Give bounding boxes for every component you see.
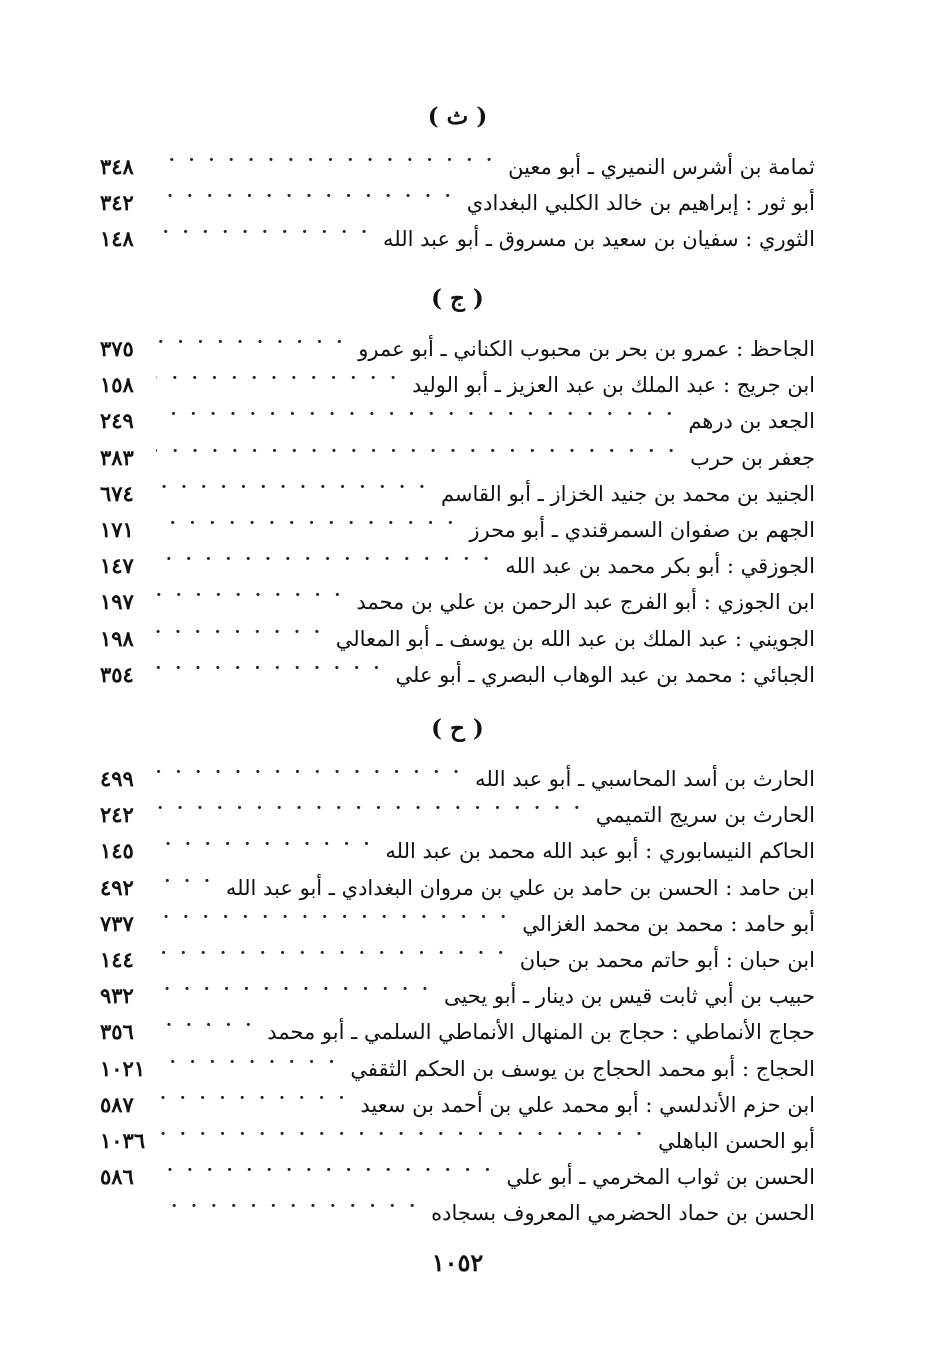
leader-dots bbox=[156, 138, 500, 174]
entry-name: الجعد بن درهم bbox=[688, 409, 815, 434]
leader-dots bbox=[156, 822, 377, 858]
leader-dots bbox=[156, 1076, 352, 1112]
entry-page: ١٤٤ bbox=[100, 946, 134, 972]
entry-page: ٣٥٤ bbox=[100, 661, 134, 687]
entry-name: الجنيد بن محمد بن جنيد الخزاز ـ أبو القاسم bbox=[440, 481, 815, 506]
leader-dots bbox=[156, 1184, 423, 1220]
page-number: ١٠٥٢ bbox=[431, 1248, 484, 1277]
entry-name: ابن جريج : عبد الملك بن عبد العزيز ـ أبو الوليد bbox=[412, 373, 815, 398]
entry-name: ابن حامد : الحسن بن حامد بن علي بن مروان البغدادي ـ أبو عبد الله bbox=[225, 875, 815, 900]
index-entry bbox=[100, 750, 815, 791]
leader-dots bbox=[156, 392, 680, 428]
entry-page: ٣٥٦ bbox=[100, 1019, 134, 1045]
leader-dots bbox=[156, 429, 682, 465]
entry-page: ١٠٢١ bbox=[100, 1055, 146, 1081]
entry-page: ٤٩٩ bbox=[100, 766, 134, 791]
leader-dots bbox=[156, 859, 218, 895]
leader-dots bbox=[156, 931, 512, 967]
entry-page: ٣٧٥ bbox=[100, 336, 134, 361]
entry-page: ٦٧٤ bbox=[100, 480, 134, 506]
entry-page: ١٩٨ bbox=[100, 625, 134, 651]
entry-name: الحارث بن سريج التميمي bbox=[595, 803, 815, 828]
entry-page: ١٤٧ bbox=[100, 553, 134, 579]
entry-page: ٤٩٢ bbox=[100, 874, 134, 900]
section-letter: ( ث ) bbox=[427, 103, 488, 130]
section-jim bbox=[100, 282, 815, 687]
section-letter: ( ح ) bbox=[431, 715, 484, 742]
leader-dots bbox=[156, 210, 375, 246]
entry-name: الجوزقي : أبو بكر محمد بن عبد الله bbox=[505, 554, 815, 579]
entry-page: ٢٤٢ bbox=[100, 802, 134, 828]
entry-name: الحاكم النيسابوري : أبو عبد الله محمد بن عبد الله bbox=[385, 839, 815, 864]
entry-name: الجبائي : محمد بن عبد الوهاب البصري ـ أبو علي bbox=[395, 662, 815, 687]
entry-name: أبو حامد : محمد بن محمد الغزالي bbox=[522, 911, 815, 936]
leader-dots bbox=[156, 356, 404, 392]
leader-dots bbox=[156, 967, 436, 1003]
index-entry bbox=[100, 138, 815, 179]
entry-name: الجاحظ : عمرو بن بحر بن محبوب الكناني ـ أبو عمرو bbox=[358, 337, 815, 361]
leader-dots bbox=[156, 573, 348, 609]
entry-name: الحسن بن ثواب المخرمي ـ أبو علي bbox=[506, 1165, 815, 1190]
entry-page: ١٤٨ bbox=[100, 226, 134, 252]
leader-dots bbox=[156, 646, 387, 682]
entry-page: ١٤٥ bbox=[100, 838, 134, 864]
leader-dots bbox=[156, 174, 459, 210]
leader-dots bbox=[156, 501, 461, 537]
entry-page: ٢٤٩ bbox=[100, 408, 134, 434]
entry-name: حبيب بن أبي ثابت قيس بن دينار ـ أبو يحيى bbox=[443, 984, 815, 1009]
section-tha bbox=[100, 100, 815, 252]
entry-page: ٩٣٢ bbox=[100, 983, 134, 1009]
entry-page: ٥٨٦ bbox=[100, 1164, 134, 1190]
leader-dots bbox=[156, 895, 514, 931]
leader-dots bbox=[156, 465, 433, 501]
entry-page: ٥٨٧ bbox=[100, 1091, 134, 1117]
leader-dots bbox=[156, 320, 350, 356]
entry-page: ١٧١ bbox=[100, 516, 134, 542]
entry-name: ثمامة بن أشرس النميري ـ أبو معين bbox=[508, 155, 815, 179]
leader-dots bbox=[156, 1148, 498, 1184]
index-page bbox=[100, 0, 815, 1367]
entry-page: ٣٤٨ bbox=[100, 154, 134, 179]
entry-name: أبو ثور : إبراهيم بن خالد الكلبي البغدادي bbox=[466, 191, 815, 216]
entry-name: ابن حزم الأندلسي : أبو محمد علي بن أحمد بن سعيد bbox=[360, 1092, 815, 1117]
leader-dots bbox=[156, 610, 328, 646]
leader-dots bbox=[156, 1003, 259, 1039]
leader-dots bbox=[156, 537, 497, 573]
entry-page: ١٩٧ bbox=[100, 589, 134, 615]
leader-dots bbox=[156, 1112, 650, 1148]
entry-page: ١٠٣٦ bbox=[100, 1127, 146, 1153]
entry-name: أبو الحسن الباهلي bbox=[658, 1128, 815, 1153]
entry-name: الثوري : سفيان بن سعيد بن مسروق ـ أبو عبد الله bbox=[383, 227, 815, 252]
entry-page: ١٥٨ bbox=[100, 372, 134, 398]
entry-name: الجويني : عبد الملك بن عبد الله بن يوسف ـ أبو المعالي bbox=[335, 626, 815, 651]
entry-name: الحارث بن أسد المحاسبي ـ أبو عبد الله bbox=[475, 767, 815, 791]
entry-name: الحسن بن حماد الحضرمي المعروف بسجاده bbox=[431, 1201, 815, 1226]
entry-name: الجهم بن صفوان السمرقندي ـ أبو محرز bbox=[469, 517, 815, 542]
entry-name: جعفر بن حرب bbox=[690, 445, 815, 470]
index-entry bbox=[100, 320, 815, 361]
entry-name: حجاج الأنماطي : حجاج بن المنهال الأنماطي السلمي ـ أبو محمد bbox=[267, 1020, 815, 1045]
entry-page: ٣٤٢ bbox=[100, 190, 134, 216]
leader-dots bbox=[156, 1040, 342, 1076]
section-ha bbox=[100, 712, 815, 1226]
entry-page: ٧٣٧ bbox=[100, 910, 134, 936]
entry-name: ابن الجوزي : أبو الفرج عبد الرحمن بن علي بن محمد bbox=[356, 590, 815, 615]
leader-dots bbox=[156, 750, 467, 786]
entry-name: الحجاج : أبو محمد الحجاج بن يوسف بن الحكم الثقفي bbox=[350, 1056, 815, 1081]
entry-name: ابن حبان : أبو حاتم محمد بن حبان bbox=[519, 947, 815, 972]
section-letter: ( ج ) bbox=[431, 285, 484, 312]
entry-page: ٣٨٣ bbox=[100, 444, 134, 470]
leader-dots bbox=[156, 786, 588, 822]
